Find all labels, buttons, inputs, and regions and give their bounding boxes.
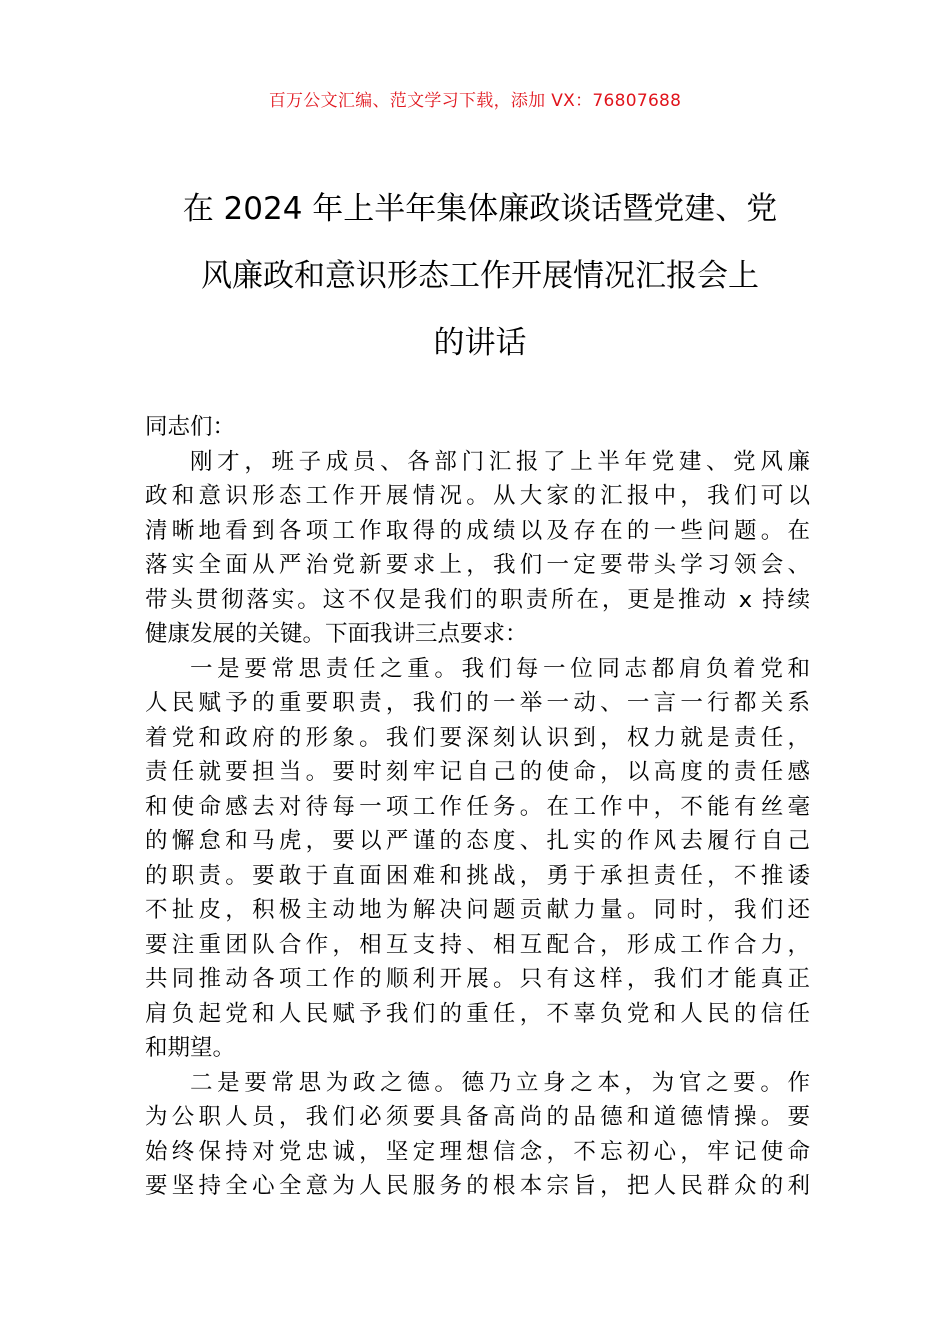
text-line: 共同推动各项工作的顺利开展。只有这样，我们才能真正: [145, 966, 810, 992]
title-line: 的讲话: [433, 325, 527, 361]
title-line: 在 2024 年上半年集体廉政谈话暨党建、党: [182, 191, 778, 227]
text-line: 刚才，班子成员、各部门汇报了上半年党建、党风廉: [190, 448, 810, 475]
paragraph-virtue: [145, 1066, 810, 1204]
text-line: 不扯皮，积极主动地为解决问题贡献力量。同时，我们还: [145, 897, 810, 923]
text-line: 的职责。要敢于直面困难和挑战，勇于承担责任，不推诿: [145, 862, 810, 889]
text-line: 肩负起党和人民赋予我们的重任，不辜负党和人民的信任: [145, 1000, 810, 1027]
text-line: 和使命感去对待每一项工作任务。在工作中，不能有丝毫: [145, 793, 810, 820]
text-line: 一是要常思责任之重。我们每一位同志都肩负着党和: [190, 655, 810, 682]
paragraph-intro: [145, 445, 810, 652]
text-line: 清晰地看到各项工作取得的成绩以及存在的一些问题。在: [145, 517, 810, 544]
title-line: 风廉政和意识形态工作开展情况汇报会上: [201, 258, 759, 294]
salutation: 同志们：: [145, 414, 236, 440]
text-line: 人民赋予的重要职责，我们的一举一动、一言一行都关系: [145, 690, 810, 716]
text-line: 要坚持全心全意为人民服务的根本宗旨，把人民群众的利: [145, 1173, 810, 1199]
text-line: 带头贯彻落实。这不仅是我们的职责所在，更是推动 x 持续: [145, 586, 810, 613]
text-line: 责任就要担当。要时刻牢记自己的使命，以高度的责任感: [145, 759, 810, 785]
text-line: 始终保持对党忠诚，坚定理想信念，不忘初心，牢记使命: [145, 1138, 810, 1165]
text-line: 和期望。: [145, 1035, 236, 1061]
document-title: [140, 176, 820, 377]
text-line: 着党和政府的形象。我们要深刻认识到，权力就是责任，: [145, 724, 810, 751]
paragraph-responsibility: [145, 652, 810, 1066]
text-line: 的懈怠和马虎，要以严谨的态度、扎实的作风去履行自己: [145, 828, 810, 854]
text-line: 要注重团队合作，相互支持、相互配合，形成工作合力，: [145, 931, 810, 958]
text-line: 二是要常思为政之德。德乃立身之本，为官之要。作: [190, 1069, 810, 1096]
text-line: 健康发展的关键。下面我讲三点要求：: [145, 621, 528, 647]
watermark-header-note: 百万公文汇编、范文学习下载，添加 VX：76807688: [268, 91, 682, 111]
text-line: 政和意识形态工作开展情况。从大家的汇报中，我们可以: [145, 483, 810, 509]
text-line: 为公职人员，我们必须要具备高尚的品德和道德情操。要: [145, 1104, 810, 1130]
document-body: [145, 410, 810, 1204]
text-line: 落实全面从严治党新要求上，我们一定要带头学习领会、: [145, 552, 810, 578]
